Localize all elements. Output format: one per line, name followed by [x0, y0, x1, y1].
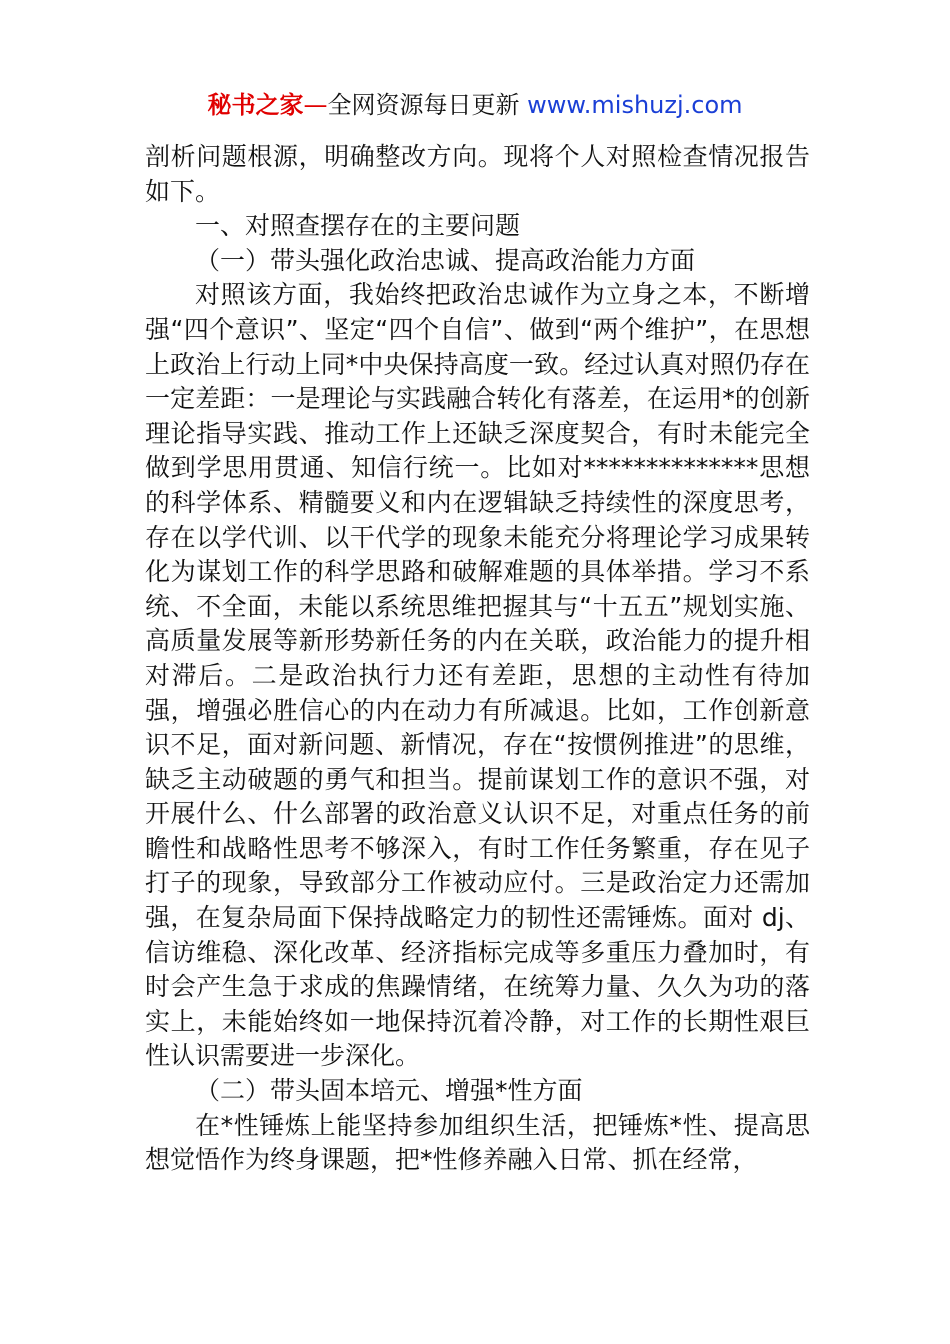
page-header: [0, 88, 950, 122]
subsection-heading-2: （二）带头固本培元、增强*性方面: [195, 1076, 583, 1106]
section-heading: 一、对照查摆存在的主要问题: [195, 211, 521, 241]
header-dash: —: [303, 91, 328, 119]
header-site-url[interactable]: www.mishuzj.com: [527, 91, 743, 119]
paragraph-party-spirit: 在*性锤炼上能坚持参加组织生活，把锤炼*性、提高思想觉悟作为终身课题，把*性修养融入日常、抓在经常，: [145, 1110, 810, 1175]
paragraph-intro: 剖析问题根源，明确整改方向。现将个人对照检查情况报告如下。: [145, 142, 810, 206]
header-brand: 秘书之家: [207, 91, 304, 119]
paragraph-political-loyalty: 对照该方面，我始终把政治忠诚作为立身之本，不断增强“四个意识”、坚定“四个自信”、做到“两个维护”，在思想上政治上行动上同*中央保持高度一致。经过认真对照仍存在一定差距：一是理论与实践融合转化有落差，在运用*的创新理论指导实践、推动工作上还缺乏深度契合，有时未能完全做到学思用贯通、知信行统一。比如对**************思想的科学体系、精髓要义和内在逻辑缺乏持续性的深度思考，存在以学代训、以干代学的现象未能充分将理论学习成果转化为谋划工作的科学思路和破解难题的具体举措。学习不系统、不全面，未能以系统思维把握其与“十五五”规划实施、高质量发展等新形势新任务的内在关联，政治能力的提升相对滞后。二是政治执行力还有差距，思想的主动性有待加强，增强必胜信心的内在动力有所减退。比如，工作创新意识不足，面对新问题、新情况，存在“按惯例推进”的思维，缺乏主动破题的勇气和担当。提前谋划工作的意识不强，对开展什么、什么部署的政治意义认识不足，对重点任务的前瞻性和战略性思考不够深入，有时工作任务繁重，存在见子打子的现象，导致部分工作被动应付。三是政治定力还需加强，在复杂局面下保持战略定力的韧性还需锤炼。面对 dj、信访维稳、深化改革、经济指标完成等多重压力叠加时，有时会产生急于求成的焦躁情绪，在统筹力量、久久为功的落实上，未能始终如一地保持沉着冷静，对工作的长期性艰巨性认识需要进一步深化。: [145, 280, 810, 1071]
header-tagline: 全网资源每日更新: [327, 91, 528, 119]
document-body: [145, 140, 810, 1178]
subsection-heading-1: （一）带头强化政治忠诚、提高政治能力方面: [195, 245, 696, 275]
